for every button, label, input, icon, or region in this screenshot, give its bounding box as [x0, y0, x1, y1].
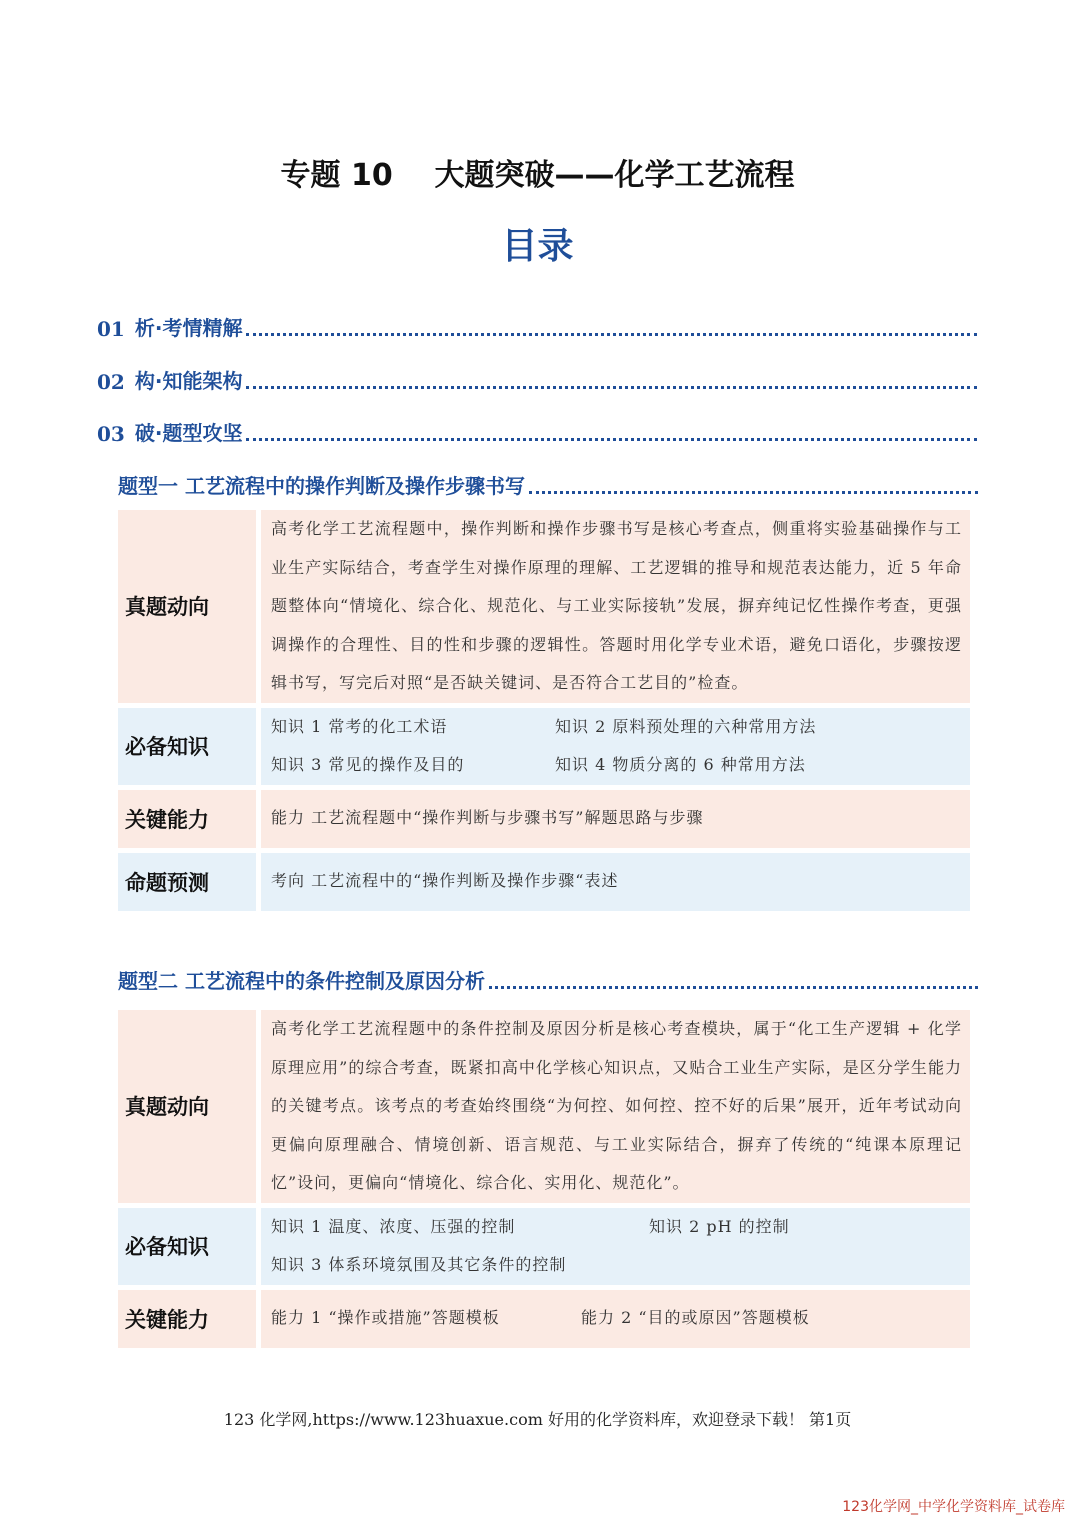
table-row: [118, 1208, 970, 1285]
row-label: 关键能力: [118, 790, 261, 848]
row-content: [261, 1290, 970, 1348]
row-content: 高考化学工艺流程题中，操作判断和操作步骤书写是核心考查点，侧重将实验基础操作与工业生产实际结合，考查学生对操作原理的理解、工艺逻辑的推导和规范表达能力，近 5 年命题整体向“情境化、综合化、规范化、与工业实际接轨”发展，摒弃纯记忆性操作考查，更强调操作的合理性、目的性和步骤的逻辑性。答题时用化学专业术语，避免口语化，步骤按逻辑书写，写完后对照“是否缺关键词、是否符合工艺目的”检查。: [261, 510, 970, 703]
type-2-table: [118, 1005, 970, 1353]
toc-entry-number: 03: [97, 422, 125, 446]
knowledge-item: 知识 4 物质分离的 6 种常用方法: [555, 755, 806, 774]
watermark: 123化学网_中学化学资料库_试卷库: [842, 1499, 1065, 1515]
knowledge-item: 知识 3 常见的操作及目的: [271, 755, 465, 774]
type-1-table: [118, 505, 970, 916]
toc-leader-dots: [529, 491, 978, 494]
page-footer: 123 化学网,https://www.123huaxue.com 好用的化学资料库，欢迎登录下载！ 第1页: [223, 1410, 852, 1429]
toc-subentry-label: 题型二 工艺流程中的条件控制及原因分析: [118, 969, 485, 993]
toc-subentry-type-2[interactable]: [118, 964, 978, 994]
row-label: 必备知识: [118, 1208, 261, 1285]
toc-entry-01[interactable]: [97, 311, 977, 341]
row-label: 真题动向: [118, 1010, 261, 1203]
ability-item: 能力 1 “操作或措施”答题模板: [271, 1308, 500, 1328]
table-row: [118, 708, 970, 785]
row-content: 高考化学工艺流程题中的条件控制及原因分析是核心考查模块，属于“化工生产逻辑 + 化学原理应用”的综合考查，既紧扣高中化学核心知识点，又贴合工业生产实际，是区分学生能力的关键考点。该考点的考查始终围绕“为何控、如何控、控不好的后果”展开，近年考试动向更偏向原理融合、情境创新、语言规范、与工业实际结合，摒弃了传统的“纯课本原理记忆”设问，更偏向“情境化、综合化、实用化、规范化”。: [261, 1010, 970, 1203]
document-title: 专题 10 大题突破——化学工艺流程: [280, 158, 795, 193]
row-content: 考向 工艺流程中的“操作判断及操作步骤“表述: [261, 853, 970, 911]
knowledge-item: 知识 2 原料预处理的六种常用方法: [555, 716, 817, 736]
toc-entry-label: 破·题型攻坚: [134, 421, 243, 445]
row-content: 能力 工艺流程题中“操作判断与步骤书写”解题思路与步骤: [261, 790, 970, 848]
toc-leader-dots: [246, 333, 977, 336]
row-label: 命题预测: [118, 853, 261, 911]
toc-leader-dots: [246, 438, 977, 441]
toc-entry-02[interactable]: [97, 364, 977, 394]
knowledge-item: 知识 1 温度、浓度、压强的控制: [271, 1216, 516, 1236]
table-row: [118, 790, 970, 848]
row-label: 关键能力: [118, 1290, 261, 1348]
toc-subentry-label: 题型一 工艺流程中的操作判断及操作步骤书写: [118, 474, 525, 498]
knowledge-item: 知识 3 体系环境氛围及其它条件的控制: [271, 1255, 567, 1274]
row-label: 真题动向: [118, 510, 261, 703]
toc-heading: 目录: [501, 226, 574, 267]
toc-leader-dots: [489, 986, 978, 989]
knowledge-item: 知识 1 常考的化工术语: [271, 716, 448, 736]
table-row: [118, 510, 970, 703]
toc-entry-03[interactable]: [97, 416, 977, 446]
knowledge-item: 知识 2 pH 的控制: [649, 1216, 790, 1236]
row-content: [261, 1208, 970, 1285]
toc-subentry-type-1[interactable]: [118, 469, 978, 499]
row-label: 必备知识: [118, 708, 261, 785]
toc-entry-label: 构·知能架构: [134, 369, 243, 393]
toc-leader-dots: [246, 386, 977, 389]
ability-item: 能力 2 “目的或原因”答题模板: [581, 1308, 810, 1328]
table-row: [118, 1290, 970, 1348]
row-content: [261, 708, 970, 785]
table-row: [118, 1010, 970, 1203]
toc-entry-label: 析·考情精解: [134, 316, 243, 340]
toc-entry-number: 02: [97, 370, 125, 394]
table-row: [118, 853, 970, 911]
toc-entry-number: 01: [97, 317, 125, 341]
